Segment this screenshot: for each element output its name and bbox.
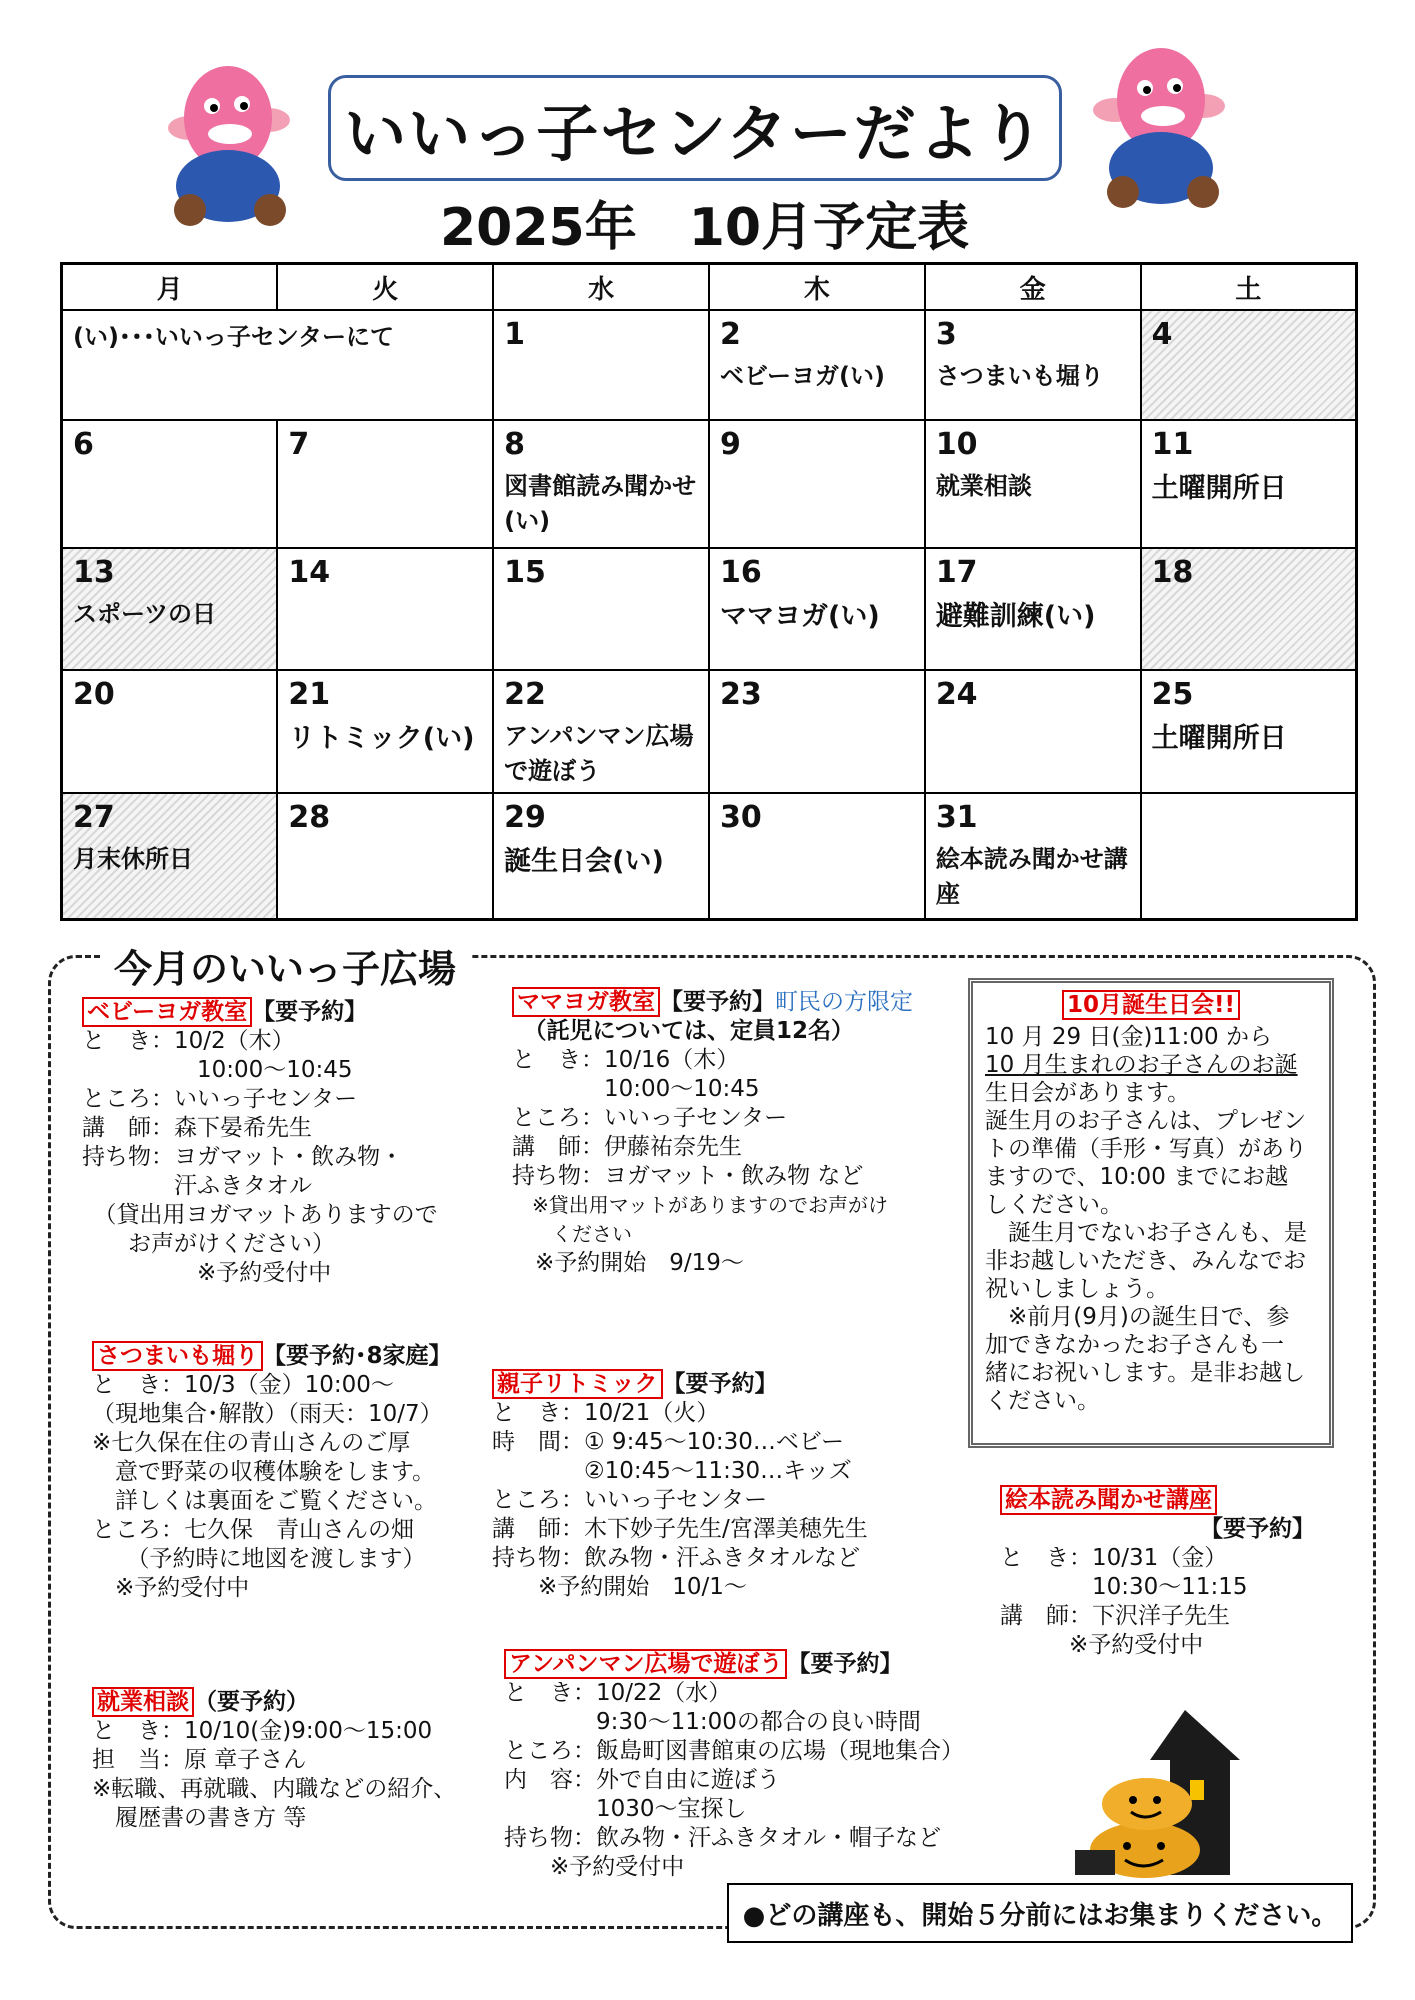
day-event: 誕生日会(い) — [504, 846, 664, 877]
calendar-day-cell — [62, 420, 278, 548]
birthday-line: 誕生月のお子さんは、プレゼン — [985, 1108, 1307, 1134]
satsumaimo-line: 詳しくは裏面をご覧ください。 — [92, 1488, 437, 1514]
satsumaimo-line: 意で野菜の収穫体験をします。 — [92, 1459, 436, 1485]
day-event: 絵本読み聞かせ講座 — [935, 845, 1128, 908]
calendar-week-row — [62, 310, 1357, 420]
day-event: 就業相談 — [935, 472, 1032, 500]
calendar-week-row — [62, 420, 1357, 548]
mama-yoga-line: 10:00～10:45 — [512, 1076, 760, 1102]
weekday-thu: 木 — [709, 264, 925, 311]
calendar-day-cell — [925, 793, 1141, 919]
birthday-line: 10 月生まれのお子さんのお誕 — [985, 1052, 1298, 1078]
satsumaimo-line: （現地集合･解散）（雨天：10/7） — [92, 1401, 443, 1427]
day-event: リトミック(い) — [288, 723, 475, 754]
mama-yoga-line: と き：10/16（木） — [512, 1047, 740, 1073]
birthday-line: 祝いしましょう。 — [985, 1276, 1169, 1302]
weekday-sat: 土 — [1141, 264, 1357, 311]
birthday-box — [968, 978, 1334, 1448]
day-event: 土曜開所日 — [1151, 723, 1287, 754]
calendar-week-row — [62, 793, 1357, 919]
calendar-day-cell — [1141, 793, 1357, 919]
baby-yoga-line: 講 師：森下晏希先生 — [82, 1115, 312, 1141]
birthday-line: 緒にお祝いします。是非お越し — [985, 1360, 1306, 1386]
mama-yoga-limit: 町民の方限定 — [775, 989, 913, 1015]
satsumaimo-line: と き：10/3（金）10:00～ — [92, 1372, 394, 1398]
day-event: 月末休所日 — [73, 845, 193, 873]
baby-yoga-tag: 【要予約】 — [252, 999, 368, 1025]
calendar-day-cell — [1141, 420, 1357, 548]
rhythmic-line: ②10:45～11:30…キッズ — [492, 1458, 852, 1484]
birthday-line: 加できなかったお子さんも一 — [985, 1332, 1284, 1358]
day-event: スポーツの日 — [73, 600, 217, 628]
baby-yoga-title: ベビーヨガ教室 — [82, 997, 252, 1027]
birthday-line: 10 月 29 日(金)11:00 から — [985, 1024, 1273, 1050]
rhythmic-line: 時 間：① 9:45～10:30…ベビー — [492, 1429, 844, 1455]
calendar-day-cell — [709, 793, 925, 919]
ehon-line: ※予約受付中 — [1000, 1632, 1204, 1658]
baby-yoga-block — [82, 998, 438, 1288]
ehon-line: と き：10/31（金） — [1000, 1545, 1228, 1571]
birthday-line: ますので、10:00 までにお越 — [985, 1164, 1289, 1190]
day-number: 18 — [1151, 555, 1194, 590]
calendar-table — [60, 262, 1358, 921]
day-number: 4 — [1151, 317, 1173, 352]
baby-yoga-line: 持ち物：ヨガマット・飲み物・ — [82, 1144, 404, 1170]
day-number: 25 — [1151, 677, 1194, 712]
calendar-day-cell — [493, 670, 709, 793]
day-number: 16 — [719, 555, 762, 590]
ehon-line: 10:30～11:15 — [1000, 1574, 1248, 1600]
mama-yoga-line: （託児については、定員12名） — [512, 1018, 855, 1044]
day-number: 24 — [935, 677, 978, 712]
birthday-line: しください。 — [985, 1192, 1123, 1218]
birthday-line: 非お越しいただき、みんなでお — [985, 1248, 1307, 1274]
day-number: 30 — [719, 800, 762, 835]
birthday-line: トの準備（手形・写真）があり — [985, 1136, 1307, 1162]
anpanman-line: 9:30～11:00の都合の良い時間 — [504, 1709, 921, 1735]
rhythmic-line: ※予約開始 10/1～ — [492, 1574, 747, 1600]
mama-yoga-line: ところ：いいっ子センター — [512, 1105, 788, 1131]
calendar-day-cell — [709, 310, 925, 420]
notice-box: ●どの講座も、開始５分前にはお集まりください。 — [727, 1883, 1353, 1943]
rhythmic-line: ところ：いいっ子センター — [492, 1487, 768, 1513]
rhythmic-title: 親子リトミック — [492, 1369, 663, 1399]
day-number: 9 — [719, 427, 741, 462]
day-event: 図書館読み聞かせ(い) — [504, 472, 697, 535]
day-number: 27 — [73, 800, 115, 835]
day-number: 22 — [504, 677, 546, 712]
satsumaimo-tag: 【要予約･8家庭】 — [263, 1343, 452, 1369]
calendar-week-row — [62, 548, 1357, 670]
calendar-day-cell — [277, 420, 493, 548]
day-event: ベビーヨガ(い) — [719, 362, 885, 390]
day-number: 28 — [288, 800, 331, 835]
calendar-header-row — [62, 264, 1357, 311]
rhythmic-line: と き：10/21（火） — [492, 1400, 720, 1426]
calendar-day-cell — [925, 420, 1141, 548]
anpanman-tag: 【要予約】 — [787, 1651, 903, 1677]
mama-yoga-block — [512, 988, 913, 1278]
day-event: アンパンマン広場で遊ぼう — [504, 722, 694, 785]
weekday-tue: 火 — [277, 264, 493, 311]
calendar-week-row — [62, 670, 1357, 793]
day-event: 土曜開所日 — [1151, 473, 1287, 504]
day-number: 13 — [73, 555, 115, 590]
weekday-mon: 月 — [62, 264, 278, 311]
ehon-line: 講 師：下沢洋子先生 — [1000, 1603, 1230, 1629]
day-number: 21 — [288, 677, 331, 712]
mama-yoga-tag: 【要予約】 — [660, 989, 775, 1015]
anpanman-line: と き：10/22（水） — [504, 1680, 732, 1706]
baby-yoga-line: （貸出用ヨガマットありますので — [82, 1202, 438, 1228]
weekday-fri: 金 — [925, 264, 1141, 311]
calendar-legend-cell — [62, 310, 494, 420]
shugyo-tag: （要予約） — [194, 1689, 309, 1715]
satsumaimo-line: （予約時に地図を渡します） — [92, 1546, 426, 1572]
weekday-wed: 水 — [493, 264, 709, 311]
birthday-title: 10月誕生日会!! — [1062, 990, 1240, 1020]
calendar-day-cell — [709, 548, 925, 670]
birthday-line: 生日会があります。 — [985, 1080, 1191, 1106]
shugyo-line: ※転職、再就職、内職などの紹介、 — [92, 1776, 457, 1802]
baby-yoga-line: 汗ふきタオル — [82, 1173, 312, 1199]
day-number: 10 — [935, 427, 978, 462]
satsumaimo-block — [92, 1342, 452, 1603]
day-number: 14 — [288, 555, 331, 590]
day-event: さつまいも堀り — [935, 362, 1104, 390]
calendar-day-cell — [493, 310, 709, 420]
calendar-day-cell — [277, 670, 493, 793]
calendar-day-cell — [493, 420, 709, 548]
calendar-day-cell — [925, 670, 1141, 793]
birthday-line: 誕生月でないお子さんも、是 — [985, 1220, 1307, 1246]
calendar-day-cell-closed — [1141, 310, 1357, 420]
calendar-day-cell — [1141, 670, 1357, 793]
calendar-day-cell — [493, 548, 709, 670]
birthday-line: ※前月(9月)の誕生日で、参 — [985, 1304, 1290, 1330]
schedule-subtitle: 2025年 10月予定表 — [440, 198, 970, 258]
mascot-right-illustration — [1085, 40, 1235, 210]
anpanman-title: アンパンマン広場で遊ぼう — [504, 1649, 787, 1679]
mama-yoga-line: ください — [512, 1222, 632, 1246]
day-number: 23 — [719, 677, 762, 712]
day-number: 7 — [288, 427, 310, 462]
day-number: 31 — [935, 800, 978, 835]
calendar-day-cell-closed — [62, 793, 278, 919]
calendar-day-cell — [277, 793, 493, 919]
calendar-day-cell — [709, 420, 925, 548]
baby-yoga-line: ところ：いいっ子センター — [82, 1086, 358, 1112]
rhythmic-line: 講 師：木下妙子先生/宮澤美穂先生 — [492, 1516, 868, 1542]
day-event: ママヨガ(い) — [719, 601, 880, 632]
mama-yoga-line: ※貸出用マットがありますのでお声がけ — [512, 1193, 888, 1217]
rhythmic-line: 持ち物：飲み物・汗ふきタオルなど — [492, 1545, 860, 1571]
anpanman-line: 持ち物：飲み物・汗ふきタオル・帽子など — [504, 1825, 941, 1851]
shugyo-line: 履歴書の書き方 等 — [92, 1805, 307, 1831]
day-number: 20 — [73, 677, 115, 712]
mama-yoga-title: ママヨガ教室 — [512, 987, 660, 1017]
shugyo-block — [92, 1688, 456, 1833]
day-number: 15 — [504, 555, 546, 590]
day-number: 1 — [504, 317, 526, 352]
mama-yoga-line: 講 師：伊藤祐奈先生 — [512, 1134, 742, 1160]
calendar-day-cell — [925, 548, 1141, 670]
shugyo-title: 就業相談 — [92, 1687, 194, 1717]
anpanman-line: ※予約受付中 — [504, 1854, 685, 1880]
rhythmic-block — [492, 1370, 868, 1602]
baby-yoga-line: 10:00～10:45 — [82, 1057, 353, 1083]
rhythmic-tag: 【要予約】 — [662, 1371, 778, 1397]
ehon-block — [1000, 1486, 1315, 1660]
satsumaimo-line: ※予約受付中 — [92, 1575, 250, 1601]
day-number: 17 — [935, 555, 978, 590]
day-number: 6 — [73, 427, 94, 462]
mascot-left-illustration — [150, 58, 300, 228]
day-number: 3 — [935, 317, 957, 352]
day-event: 避難訓練(い) — [935, 601, 1096, 632]
shugyo-line: と き：10/10(金)9:00～15:00 — [92, 1718, 433, 1744]
day-number: 29 — [504, 800, 546, 835]
satsumaimo-line: ※七久保在住の青山さんのご厚 — [92, 1430, 411, 1456]
satsumaimo-line: ところ：七久保 青山さんの畑 — [92, 1517, 414, 1543]
baby-yoga-line: と き：10/2（木） — [82, 1028, 295, 1054]
mama-yoga-line: ※予約開始 9/19～ — [512, 1250, 744, 1276]
anpanman-line: ところ：飯島町図書館東の広場（現地集合） — [504, 1738, 964, 1764]
day-number: 2 — [719, 317, 741, 352]
shugyo-line: 担 当：原 章子さん — [92, 1747, 307, 1773]
calendar-day-cell-holiday — [62, 548, 278, 670]
baby-yoga-line: ※予約受付中 — [82, 1260, 332, 1286]
newsletter-title: いいっ子センターだより — [328, 75, 1062, 181]
calendar-day-cell — [709, 670, 925, 793]
ehon-title: 絵本読み聞かせ講座 — [1000, 1485, 1217, 1515]
calendar-day-cell — [925, 310, 1141, 420]
day-number: 11 — [1151, 427, 1194, 462]
anpanman-line: 1030～宝探し — [504, 1796, 747, 1822]
day-number: 8 — [504, 427, 526, 462]
mama-yoga-line: 持ち物：ヨガマット・飲み物 など — [512, 1163, 864, 1189]
anpanman-block — [504, 1650, 964, 1882]
calendar-day-cell — [493, 793, 709, 919]
calendar-day-cell — [277, 548, 493, 670]
calendar-day-cell — [62, 670, 278, 793]
baby-yoga-line: お声がけください） — [82, 1231, 335, 1257]
events-section-title: 今月のいいっ子広場 — [100, 938, 470, 993]
ehon-tag: 【要予約】 — [1200, 1516, 1315, 1542]
halloween-illustration — [1065, 1700, 1295, 1880]
calendar-day-cell-closed — [1141, 548, 1357, 670]
legend-text: (い)･･･いいっ子センターにて — [73, 323, 394, 351]
birthday-line: ください。 — [985, 1388, 1100, 1414]
satsumaimo-title: さつまいも堀り — [92, 1341, 263, 1371]
anpanman-line: 内 容：外で自由に遊ぼう — [504, 1767, 780, 1793]
